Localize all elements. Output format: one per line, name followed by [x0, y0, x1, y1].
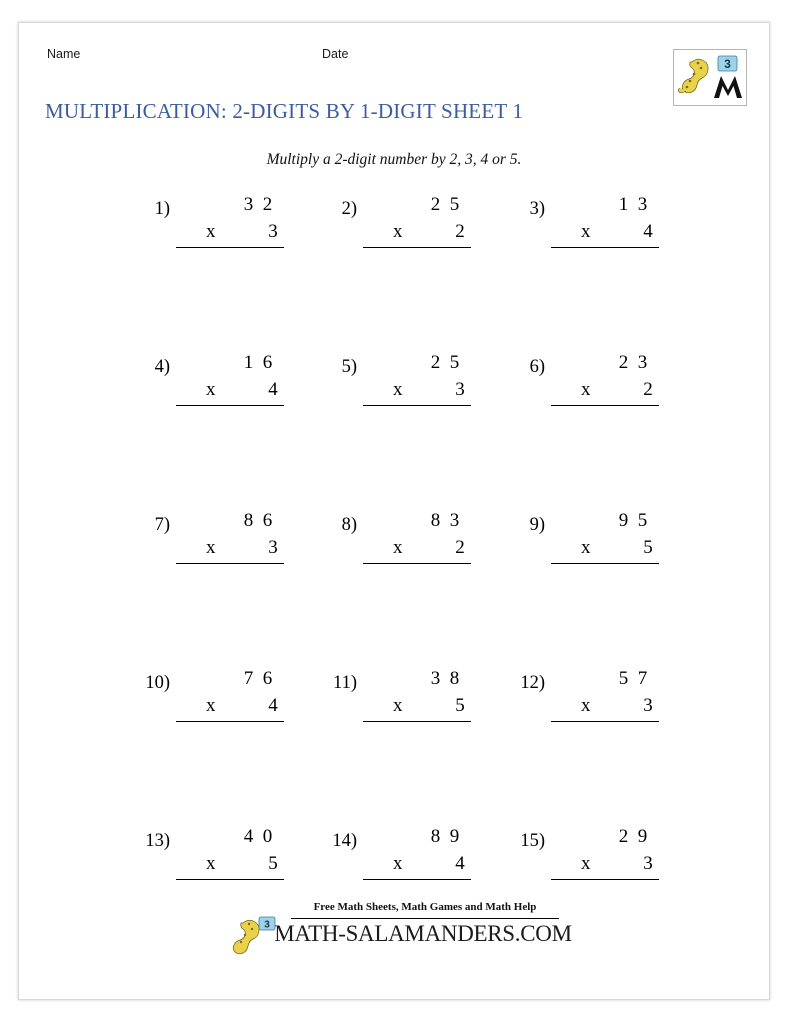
operand-top: 4 0 — [243, 825, 273, 847]
operand-bottom: 4 — [268, 379, 278, 400]
operator-symbol: x — [393, 379, 403, 400]
operand-top: 5 7 — [618, 667, 648, 689]
operator-symbol: x — [206, 221, 216, 242]
problem-11 — [311, 665, 501, 745]
operator-symbol: x — [393, 221, 403, 242]
operator-symbol: x — [393, 537, 403, 558]
instructions: Multiply a 2-digit number by 2, 3, 4 or 5. — [266, 151, 522, 168]
operator-symbol: x — [206, 537, 216, 558]
answer-line — [363, 247, 471, 248]
operator-symbol: x — [393, 695, 403, 716]
answer-line — [551, 247, 659, 248]
problem-1 — [124, 191, 314, 271]
operand-top: 2 5 — [430, 193, 460, 215]
name-label: Name — [47, 47, 81, 61]
problem-number: 11) — [333, 673, 357, 693]
operand-bottom: 3 — [268, 221, 278, 242]
answer-line — [363, 879, 471, 880]
answer-line — [551, 721, 659, 722]
operand-top: 8 6 — [243, 509, 273, 531]
operand-top: 2 5 — [430, 351, 460, 373]
footer-divider — [291, 918, 559, 919]
worksheet-header — [19, 47, 769, 67]
operand-bottom: 3 — [268, 537, 278, 558]
answer-line — [176, 563, 284, 564]
operator-symbol: x — [206, 853, 216, 874]
problem-number: 4) — [154, 357, 170, 377]
answer-line — [176, 721, 284, 722]
operand-bottom: 5 — [268, 853, 278, 874]
operand-top: 2 3 — [618, 351, 648, 373]
footer-tagline: Free Math Sheets, Math Games and Math Help — [313, 901, 537, 913]
problem-3 — [499, 191, 689, 271]
problem-5 — [311, 349, 501, 429]
problem-number: 7) — [154, 515, 170, 535]
operand-bottom: 5 — [643, 537, 653, 558]
problem-9 — [499, 507, 689, 587]
operand-bottom: 2 — [455, 221, 465, 242]
operand-top: 2 9 — [618, 825, 648, 847]
operator-symbol: x — [581, 379, 591, 400]
problem-number: 15) — [520, 831, 545, 851]
math-salamanders-logo-icon — [674, 50, 746, 105]
problem-8 — [311, 507, 501, 587]
answer-line — [363, 721, 471, 722]
operand-bottom: 3 — [643, 695, 653, 716]
problem-number: 12) — [520, 673, 545, 693]
problem-number: 6) — [529, 357, 545, 377]
answer-line — [176, 247, 284, 248]
operand-bottom: 3 — [643, 853, 653, 874]
operand-bottom: 4 — [643, 221, 653, 242]
problem-number: 5) — [341, 357, 357, 377]
header-logo — [673, 49, 747, 106]
problem-number: 13) — [145, 831, 170, 851]
answer-line — [176, 405, 284, 406]
problem-14 — [311, 823, 501, 903]
page-title: MULTIPLICATION: 2-DIGITS BY 1-DIGIT SHEET 1 — [45, 99, 524, 123]
operator-symbol: x — [393, 853, 403, 874]
problem-number: 9) — [529, 515, 545, 535]
operand-top: 8 3 — [430, 509, 460, 531]
operator-symbol: x — [581, 695, 591, 716]
problem-number: 14) — [332, 831, 357, 851]
operand-bottom: 2 — [643, 379, 653, 400]
problem-number: 3) — [529, 199, 545, 219]
operator-symbol: x — [206, 695, 216, 716]
worksheet-page — [18, 22, 770, 1000]
operand-top: 9 5 — [618, 509, 648, 531]
operator-symbol: x — [206, 379, 216, 400]
svg-text:3: 3 — [264, 919, 270, 931]
answer-line — [551, 563, 659, 564]
answer-line — [176, 879, 284, 880]
problem-7 — [124, 507, 314, 587]
problem-number: 2) — [341, 199, 357, 219]
operand-top: 7 6 — [243, 667, 273, 689]
operand-bottom: 2 — [455, 537, 465, 558]
problem-number: 8) — [341, 515, 357, 535]
operator-symbol: x — [581, 853, 591, 874]
problem-number: 1) — [154, 199, 170, 219]
operand-bottom: 3 — [455, 379, 465, 400]
operand-top: 1 6 — [243, 351, 273, 373]
problem-6 — [499, 349, 689, 429]
problem-2 — [311, 191, 501, 271]
problem-15 — [499, 823, 689, 903]
answer-line — [551, 405, 659, 406]
date-label: Date — [322, 47, 349, 61]
problem-10 — [124, 665, 314, 745]
answer-line — [363, 405, 471, 406]
problems-grid — [19, 191, 769, 981]
svg-text:3: 3 — [724, 57, 731, 71]
problem-row — [19, 349, 769, 507]
problem-13 — [124, 823, 314, 903]
problem-row — [19, 507, 769, 665]
problem-row — [19, 191, 769, 349]
operator-symbol: x — [581, 537, 591, 558]
operand-top: 8 9 — [430, 825, 460, 847]
operand-bottom: 4 — [268, 695, 278, 716]
operator-symbol: x — [581, 221, 591, 242]
operand-bottom: 5 — [455, 695, 465, 716]
problem-12 — [499, 665, 689, 745]
operand-top-tens: 3 2 — [243, 193, 273, 215]
answer-line — [363, 563, 471, 564]
operand-top: 1 3 — [618, 193, 648, 215]
footer-brand: MATH-SALAMANDERS.COM — [274, 921, 572, 946]
answer-line — [551, 879, 659, 880]
worksheet-footer — [19, 901, 769, 975]
problem-number: 10) — [145, 673, 170, 693]
operand-bottom: 4 — [455, 853, 465, 874]
problem-4 — [124, 349, 314, 429]
problem-row — [19, 665, 769, 823]
operand-top: 3 8 — [430, 667, 460, 689]
